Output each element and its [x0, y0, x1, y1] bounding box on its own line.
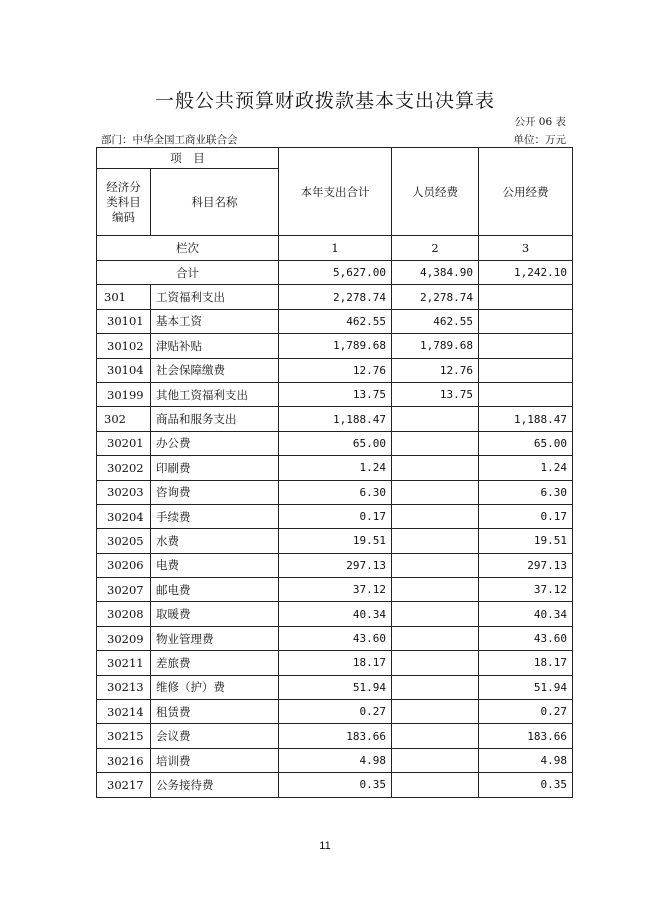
table-row — [97, 529, 573, 553]
column-number-1: 1 — [279, 236, 392, 261]
row-code: 30206 — [97, 553, 151, 577]
total-public: 1,242.10 — [479, 261, 573, 285]
row-total: 40.34 — [279, 602, 392, 626]
page-title: 一般公共预算财政拨款基本支出决算表 — [154, 90, 495, 112]
row-code: 30208 — [97, 602, 151, 626]
row-total: 2,278.74 — [279, 285, 392, 309]
row-code: 30205 — [97, 529, 151, 553]
total-row — [97, 261, 573, 285]
row-total: 1,188.47 — [279, 407, 392, 431]
table-row — [97, 553, 573, 577]
row-personnel — [392, 675, 479, 699]
row-code: 30213 — [97, 675, 151, 699]
table-row — [97, 407, 573, 431]
row-personnel — [392, 431, 479, 455]
row-public: 0.35 — [479, 773, 573, 797]
table-row — [97, 602, 573, 626]
header-personnel: 人员经费 — [392, 148, 479, 236]
row-total: 19.51 — [279, 529, 392, 553]
row-name: 物业管理费 — [151, 626, 279, 650]
row-personnel — [392, 626, 479, 650]
row-public: 51.94 — [479, 675, 573, 699]
table-row — [97, 700, 573, 724]
row-code: 301 — [97, 285, 151, 309]
row-total: 37.12 — [279, 578, 392, 602]
row-total: 297.13 — [279, 553, 392, 577]
table-row — [97, 626, 573, 650]
row-total: 183.66 — [279, 724, 392, 748]
row-name: 培训费 — [151, 748, 279, 772]
row-personnel — [392, 504, 479, 528]
row-name: 水费 — [151, 529, 279, 553]
row-public: 18.17 — [479, 651, 573, 675]
row-name: 会议费 — [151, 724, 279, 748]
table-row — [97, 358, 573, 382]
row-code: 30102 — [97, 334, 151, 358]
row-code: 30203 — [97, 480, 151, 504]
row-name: 津贴补贴 — [151, 334, 279, 358]
row-public: 65.00 — [479, 431, 573, 455]
row-total: 43.60 — [279, 626, 392, 650]
row-personnel — [392, 651, 479, 675]
row-public: 43.60 — [479, 626, 573, 650]
row-total: 12.76 — [279, 358, 392, 382]
row-total: 6.30 — [279, 480, 392, 504]
row-personnel — [392, 602, 479, 626]
table-row — [97, 578, 573, 602]
row-public — [479, 358, 573, 382]
header-name: 科目名称 — [151, 169, 279, 236]
table-row — [97, 309, 573, 333]
row-personnel — [392, 724, 479, 748]
row-public: 183.66 — [479, 724, 573, 748]
row-personnel — [392, 748, 479, 772]
row-code: 30204 — [97, 504, 151, 528]
table-row — [97, 724, 573, 748]
header-code: 经济分类科目编码 — [97, 169, 151, 236]
row-name: 差旅费 — [151, 651, 279, 675]
table-row — [97, 480, 573, 504]
header-item: 项 目 — [97, 148, 279, 169]
table-row — [97, 456, 573, 480]
header-public: 公用经费 — [479, 148, 573, 236]
row-name: 租赁费 — [151, 700, 279, 724]
row-total: 18.17 — [279, 651, 392, 675]
table-row — [97, 675, 573, 699]
row-name: 基本工资 — [151, 309, 279, 333]
row-personnel — [392, 529, 479, 553]
row-public: 1,188.47 — [479, 407, 573, 431]
total-amount: 5,627.00 — [279, 261, 392, 285]
row-name: 取暖费 — [151, 602, 279, 626]
row-public: 4.98 — [479, 748, 573, 772]
header-row-item — [97, 148, 573, 169]
row-personnel — [392, 700, 479, 724]
department-label: 部门：中华全国工商业联合会 — [101, 134, 238, 146]
row-code: 30211 — [97, 651, 151, 675]
table-row — [97, 334, 573, 358]
row-personnel — [392, 553, 479, 577]
row-name: 手续费 — [151, 504, 279, 528]
row-public — [479, 334, 573, 358]
column-label: 栏次 — [97, 236, 279, 261]
row-code: 30199 — [97, 382, 151, 406]
row-personnel — [392, 480, 479, 504]
row-total: 4.98 — [279, 748, 392, 772]
row-public: 6.30 — [479, 480, 573, 504]
row-name: 商品和服务支出 — [151, 407, 279, 431]
table-row — [97, 382, 573, 406]
header-total: 本年支出合计 — [279, 148, 392, 236]
row-name: 印刷费 — [151, 456, 279, 480]
total-personnel: 4,384.90 — [392, 261, 479, 285]
row-total: 0.35 — [279, 773, 392, 797]
row-personnel: 1,789.68 — [392, 334, 479, 358]
table-row — [97, 504, 573, 528]
row-code: 30202 — [97, 456, 151, 480]
row-public: 19.51 — [479, 529, 573, 553]
row-name: 公务接待费 — [151, 773, 279, 797]
row-name: 社会保障缴费 — [151, 358, 279, 382]
row-public: 1.24 — [479, 456, 573, 480]
row-personnel — [392, 578, 479, 602]
row-name: 办公费 — [151, 431, 279, 455]
table-row — [97, 285, 573, 309]
row-code: 30214 — [97, 700, 151, 724]
column-number-row — [97, 236, 573, 261]
row-personnel: 13.75 — [392, 382, 479, 406]
row-code: 30104 — [97, 358, 151, 382]
row-code: 30101 — [97, 309, 151, 333]
row-name: 邮电费 — [151, 578, 279, 602]
row-total: 13.75 — [279, 382, 392, 406]
row-name: 电费 — [151, 553, 279, 577]
row-total: 0.27 — [279, 700, 392, 724]
row-name: 维修（护）费 — [151, 675, 279, 699]
row-public — [479, 285, 573, 309]
row-code: 30215 — [97, 724, 151, 748]
row-public: 0.27 — [479, 700, 573, 724]
total-label: 合计 — [97, 261, 279, 285]
expenditure-table — [96, 147, 573, 798]
row-total: 1,789.68 — [279, 334, 392, 358]
table-row — [97, 651, 573, 675]
row-personnel — [392, 773, 479, 797]
page-number: 11 — [319, 840, 331, 852]
row-public — [479, 382, 573, 406]
row-total: 462.55 — [279, 309, 392, 333]
row-personnel — [392, 456, 479, 480]
column-number-3: 3 — [479, 236, 573, 261]
table-row — [97, 748, 573, 772]
row-public: 0.17 — [479, 504, 573, 528]
row-public — [479, 309, 573, 333]
unit-label: 单位：万元 — [513, 134, 566, 146]
row-name: 其他工资福利支出 — [151, 382, 279, 406]
row-total: 51.94 — [279, 675, 392, 699]
column-number-2: 2 — [392, 236, 479, 261]
table-row — [97, 431, 573, 455]
row-code: 30217 — [97, 773, 151, 797]
row-code: 302 — [97, 407, 151, 431]
row-public: 297.13 — [479, 553, 573, 577]
row-personnel: 462.55 — [392, 309, 479, 333]
row-personnel: 2,278.74 — [392, 285, 479, 309]
row-code: 30201 — [97, 431, 151, 455]
row-code: 30207 — [97, 578, 151, 602]
row-total: 1.24 — [279, 456, 392, 480]
row-name: 工资福利支出 — [151, 285, 279, 309]
row-public: 37.12 — [479, 578, 573, 602]
row-name: 咨询费 — [151, 480, 279, 504]
row-personnel — [392, 407, 479, 431]
table-row — [97, 773, 573, 797]
row-total: 65.00 — [279, 431, 392, 455]
row-code: 30216 — [97, 748, 151, 772]
row-code: 30209 — [97, 626, 151, 650]
form-number: 公开 06 表 — [514, 116, 566, 128]
row-public: 40.34 — [479, 602, 573, 626]
row-personnel: 12.76 — [392, 358, 479, 382]
row-total: 0.17 — [279, 504, 392, 528]
